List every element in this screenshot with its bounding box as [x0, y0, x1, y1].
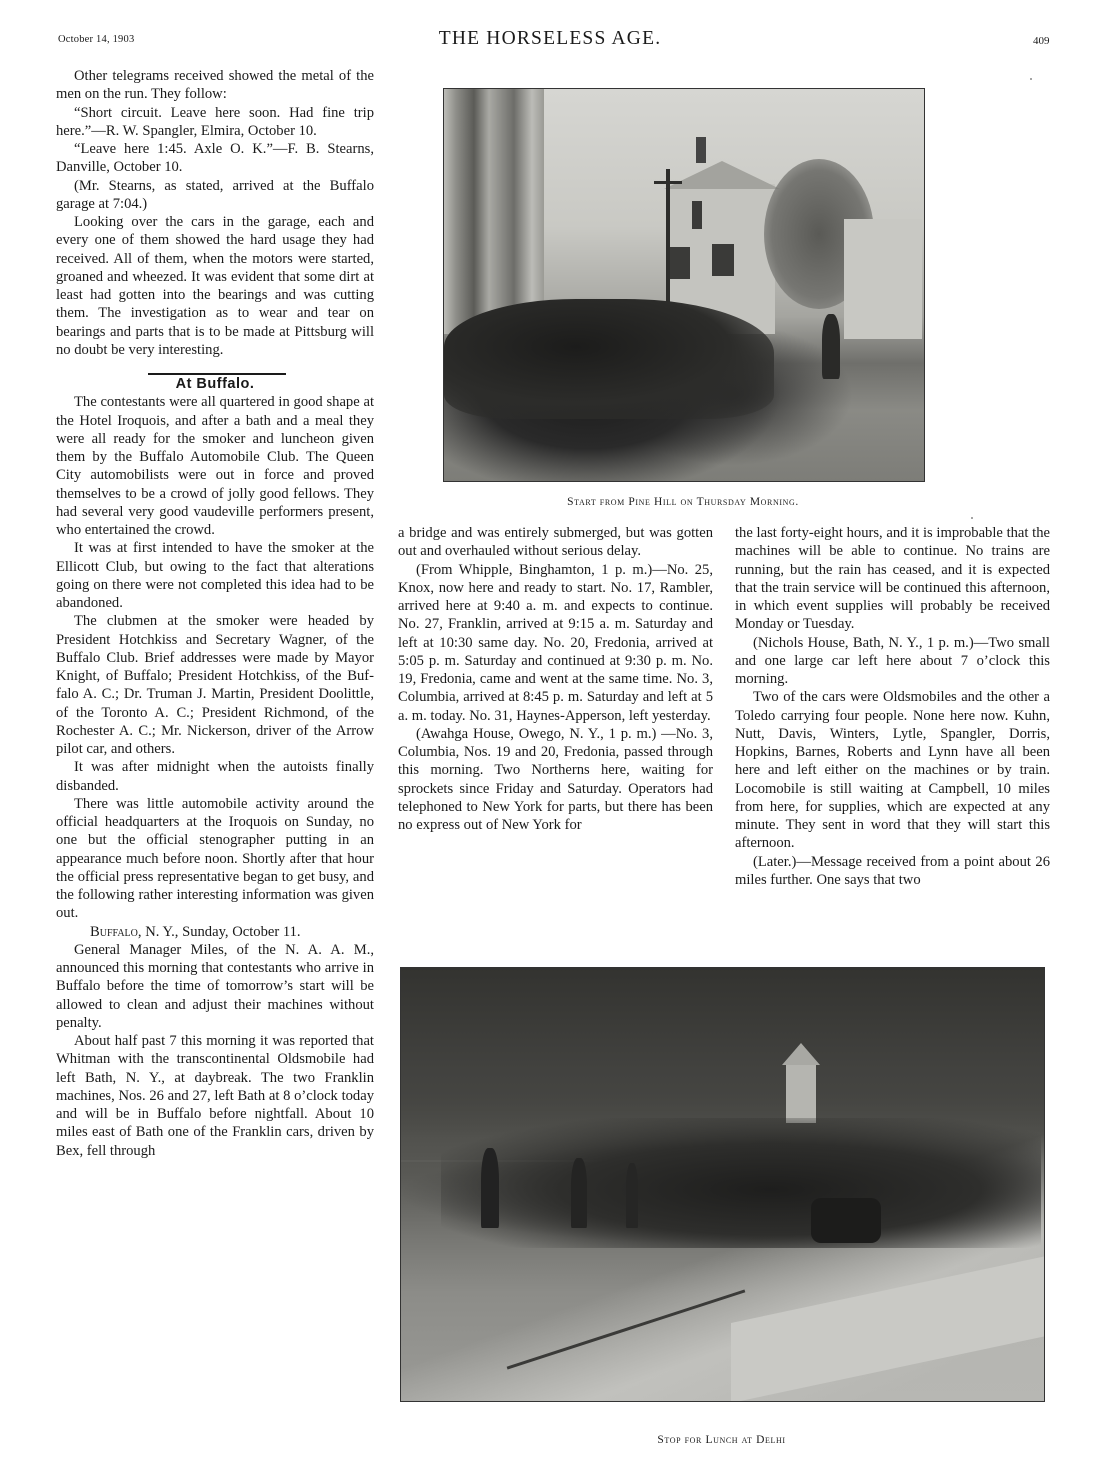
photo-plank	[507, 1289, 746, 1369]
photo-person	[626, 1163, 638, 1228]
photo-house-roof	[664, 161, 780, 189]
photo-sidewalk	[731, 1255, 1045, 1402]
photo-person	[571, 1158, 587, 1228]
paragraph: The contestants were all quartered in good shape at the Hotel Iroquois, and after a bath and a meal they were all ready for the smoker and luncheon given them by the Buffalo Automobile Club. The Queen City automobilists were out in force and proved themselves to be a crowd of jolly good fellows. They had several very good vaudeville performers present, who entertained the crowd.	[56, 394, 374, 538]
print-speck	[1030, 78, 1032, 80]
paragraph: The clubmen at the smoker were headed by President Hotchkiss and Secretary Wagner, of the Buffalo Club. Brief addresses were made by Mayor Knight, of Buffalo; President Hotchkiss, of the Buffalo A. C.; Dr. Truman J. Martin, President Doolittle, of the Toronto A. C.; President Richmond, of the Rochester A. C.; Mr. Nickerson, driver of the Arrow pilot car, and others.	[56, 613, 374, 757]
photo-window	[712, 244, 734, 276]
right-column	[735, 524, 1050, 889]
middle-column	[398, 524, 713, 834]
paragraph: “Short circuit. Leave here soon. Had fine trip here.”—R. W. Spangler, Elmira, October 10.	[56, 104, 374, 139]
photo-caption: Stop for Lunch at Delhi	[657, 1434, 786, 1446]
paragraph: (Later.)—Message received from a point about 26 miles further. One says that two	[735, 853, 1050, 888]
photo-window	[670, 247, 690, 279]
paragraph: Other telegrams received showed the metal of the men on the run. They follow:	[56, 68, 374, 103]
photo-person	[481, 1148, 499, 1228]
dateline-text: , N. Y., Sunday, October 11.	[137, 923, 301, 940]
paragraph: (Awahga House, Owego, N. Y., 1 p. m.) —No. 3, Columbia, Nos. 19 and 20, Fredonia, passed through this morning. Two Northerns here, waiting for sprockets since Friday and Saturday. Operators had telephoned to New York for parts, but there has been no express out of New York for	[398, 725, 713, 833]
paragraph: Two of the cars were Oldsmobiles and the other a Toledo carrying four people. None here now. Kuhn, Nutt, Davis, Winters, Lytle, Spangler, Dorris, Hopkins, Barnes, Roberts and Lynn have all been here and left either on the machines or by train. Locomobile is still waiting at Campbell, 10 miles from here, for supplies, which are expected at any minute. They sent in word that they will start this afternoon.	[735, 689, 1050, 852]
photo-house-right	[844, 219, 922, 339]
page-number: 409	[1033, 35, 1050, 47]
paragraph: “Leave here 1:45. Axle O. K.”—F. B. Stearns, Danville, October 10.	[56, 141, 374, 176]
photo-pine-hill-start	[443, 88, 925, 482]
paragraph: (Nichols House, Bath, N. Y., 1 p. m.)—Two small and one large car left here about 7 o’clock this morning.	[735, 634, 1050, 687]
paragraph: There was little automobile activity around the official headquarters at the Iroquois on Sunday, no one but the official stenographer putting in an appearance much before noon. Shortly after that hour the official press representative began to get busy, and the following rather interesting information was given out.	[56, 795, 374, 922]
paragraph: General Manager Miles, of the N. A. A. M., announced this morning that contestants who arrive in Buffalo before the time of tomorrow’s start will be allowed to clean and adjust their machines without penalty.	[56, 941, 374, 1031]
paragraph: It was at first intended to have the smoker at the Ellicott Club, but owing to the fact that alterations going on there were not completed this idea had to be abandoned.	[56, 540, 374, 611]
paragraph: (Mr. Stearns, as stated, arrived at the Buffalo garage at 7:04.)	[56, 177, 374, 212]
publication-title: THE HORSELESS AGE.	[438, 28, 662, 49]
photo-umbrella-crowd	[444, 299, 774, 419]
issue-date: October 14, 1903	[58, 34, 135, 45]
photo-pedestrian	[822, 314, 840, 379]
photo-gothic-house	[786, 1063, 816, 1123]
dateline-place: Buffalo	[90, 923, 138, 940]
paragraph: a bridge and was entirely submerged, but was gotten out and overhauled without serious delay.	[398, 525, 713, 560]
photo-building-facade	[444, 89, 544, 334]
paragraph: Looking over the cars in the garage, each and every one of them showed the hard usage they had received. All of them, when the motors were started, groaned and wheezed. It was evident that some dirt at least had gotten into the bearings and was cutting them. The investigation as to wear and tear on bearings and parts that is to be made at Pittsburg will no doubt be very interesting.	[56, 214, 374, 358]
photo-automobile	[811, 1198, 881, 1243]
section-heading: At Buffalo.	[175, 376, 255, 392]
photo-delhi-lunch-stop	[400, 967, 1045, 1402]
paragraph: It was after midnight when the autoists finally disbanded.	[56, 759, 374, 794]
paragraph: About half past 7 this morning it was reported that Whitman with the transcontinental Oldsmobile had left Bath, N. Y., at daybreak. The two Franklin machines, Nos. 26 and 27, left Bath at 8 o’clock today and will be in Buffalo before nightfall. About 10 miles east of Bath one of the Franklin cars, driven by Bex, fell through	[56, 1033, 374, 1159]
photo-gothic-roof	[782, 1043, 820, 1065]
photo-trees-background	[401, 968, 1044, 1138]
photo-caption: Start from Pine Hill on Thursday Morning.	[567, 496, 799, 508]
photo-chimney	[696, 137, 706, 163]
left-column	[56, 67, 374, 1160]
paragraph: (From Whipple, Binghamton, 1 p. m.)—No. 25, Knox, now here and ready to start. No. 17, Rambler, arrived here at 9:40 a. m. and expects to continue. No. 27, Franklin, arrived at 9:15 a. m. Saturday and left at 10:30 same day. No. 20, Fredonia, arrived at 5:05 p. m. Saturday and continued at 9:30 p. m. No. 19, Fredonia, came and went at the same time. No. 3, Columbia, arrived at 8:45 p. m. Saturday and left at 5 a. m. today. No. 31, Haynes-Apperson, left yesterday.	[398, 561, 713, 724]
photo-window	[692, 201, 702, 229]
running-header	[0, 28, 1100, 52]
dateline	[56, 923, 374, 941]
photo-telegraph-crossbar	[654, 181, 682, 184]
print-speck	[971, 517, 973, 519]
paragraph: the last forty-eight hours, and it is improbable that the machines will be able to continue. No trains are running, but the rain has ceased, and it is expected that the train service will be continued this afternoon, in which event supplies will probably be received Monday or Tuesday.	[735, 525, 1050, 633]
photo-crowd-and-cars	[441, 1118, 1041, 1248]
